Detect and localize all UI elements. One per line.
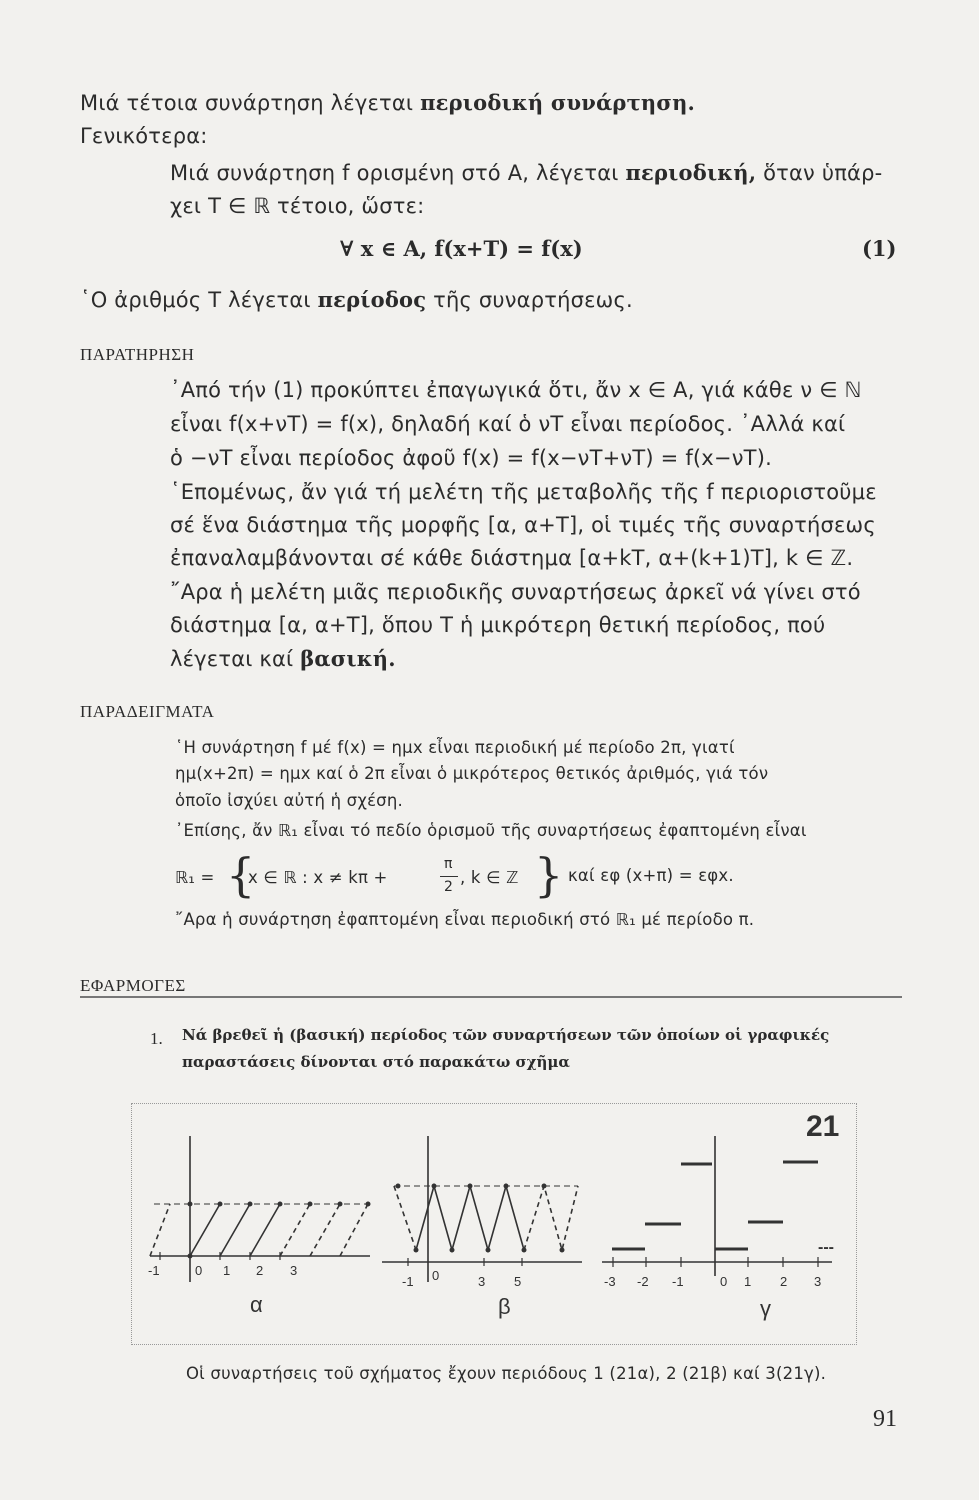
gamma-tick: 0 xyxy=(720,1274,728,1289)
gamma-label: γ xyxy=(760,1296,771,1321)
fraction-denominator: 2 xyxy=(444,879,454,895)
beta-tick: -1 xyxy=(402,1274,414,1289)
example-line: ῎Αρα ἡ συνάρτηση ἐφαπτομένη εἶναι περιοδική στό ℝ₁ μέ περίοδο π. xyxy=(175,910,755,929)
definition-line-1: Μιά συνάρτηση f ορισμένη στό Α, λέγεται περιοδική, ὅταν ὑπάρ- xyxy=(170,160,883,185)
example-line: ῾Η συνάρτηση f μέ f(x) = ημx εἶναι περιοδική μέ περίοδο 2π, γιατί xyxy=(175,738,735,757)
domain-set-body: x ∈ ℝ : x ≠ kπ + xyxy=(248,868,388,887)
gamma-tick: 1 xyxy=(744,1274,752,1289)
beta-tick: 3 xyxy=(478,1274,486,1289)
domain-set-lhs: ℝ₁ = xyxy=(175,868,215,887)
beta-label: β xyxy=(498,1294,511,1319)
remark-line: ἐπαναλαμβάνονται σέ κάθε διάστημα [α+kT, α+(k+1)T], k ∈ ℤ. xyxy=(170,546,854,570)
alpha-segment xyxy=(280,1204,310,1256)
alpha-segment xyxy=(220,1204,250,1256)
gamma-continuation: --- xyxy=(818,1239,834,1256)
beta-zigzag xyxy=(416,1186,524,1250)
definition-line-2: χει Τ ∈ ℝ τέτοιο, ὥστε: xyxy=(170,194,425,218)
left-brace: { xyxy=(226,848,256,902)
beta-zigzag xyxy=(394,1186,416,1250)
remark-heading: ΠΑΡΑΤΗΡΗΣΗ xyxy=(80,345,195,364)
figure-21 xyxy=(131,1103,857,1345)
gamma-tick: -3 xyxy=(604,1274,616,1289)
remark-line: ὁ −νT εἶναι περίοδος ἀφοῦ f(x) = f(x−νT+νT) = f(x−νT). xyxy=(170,446,772,470)
gamma-tick: -1 xyxy=(672,1274,684,1289)
page-number: 91 xyxy=(873,1406,897,1432)
definition-formula: ∀ x ∈ A, f(x+T) = f(x) xyxy=(340,236,583,261)
remark-line: ᾿Από τήν (1) προκύπτει ἐπαγωγικά ὅτι, ἄν x ∈ A, γιά κάθε ν ∈ ℕ xyxy=(170,378,862,402)
remark-line: ῾Επομένως, ἄν γιά τή μελέτη τῆς μεταβολῆς τῆς f περιοριστοῦμε xyxy=(170,480,877,504)
tangent-relation: καί εφ (x+π) = εφx. xyxy=(568,866,734,885)
alpha-tick: 3 xyxy=(290,1263,298,1278)
remark-line: εἶναι f(x+νT) = f(x), δηλαδή καί ὁ νT εἶναι περίοδος. ᾿Αλλά καί xyxy=(170,412,846,436)
alpha-segment xyxy=(310,1204,340,1256)
gamma-tick: 2 xyxy=(780,1274,788,1289)
fraction-numerator: π xyxy=(444,856,453,872)
equation-number: (1) xyxy=(862,236,897,261)
alpha-label: α xyxy=(250,1292,263,1317)
beta-tick: 0 xyxy=(432,1268,440,1283)
alpha-tick: 1 xyxy=(223,1263,231,1278)
alpha-tick: 0 xyxy=(195,1263,203,1278)
right-brace: } xyxy=(534,848,564,902)
domain-set-tail: , k ∈ ℤ xyxy=(460,868,519,887)
example-line: ᾿Επίσης, ἄν ℝ₁ εἶναι τό πεδίο ὁρισμοῦ τῆς συναρτήσεως ἐφαπτομένη εἶναι xyxy=(175,821,807,840)
exercise-number: 1. xyxy=(150,1029,163,1048)
alpha-segment xyxy=(190,1204,220,1256)
general-label: Γενικότερα: xyxy=(80,124,208,148)
exercise-text: Νά βρεθεῖ ἡ (βασική) περίοδος τῶν συναρτήσεων τῶν ὁποίων οἱ γραφικές xyxy=(182,1026,830,1044)
remark-line: λέγεται καί βασική. xyxy=(170,646,396,671)
fraction-bar xyxy=(440,876,458,877)
beta-tick: 5 xyxy=(514,1274,522,1289)
exercise-text: παραστάσεις δίνονται στό παρακάτω σχῆμα xyxy=(182,1053,570,1071)
intro-line: Μιά τέτοια συνάρτηση λέγεται περιοδική συνάρτηση. xyxy=(80,90,696,115)
gamma-tick: -2 xyxy=(637,1274,649,1289)
alpha-segment xyxy=(250,1204,280,1256)
alpha-tick: 2 xyxy=(256,1263,264,1278)
example-line: ημ(x+2π) = ημx καί ὁ 2π εἶναι ὁ μικρότερος θετικός ἀριθμός, γιά τόν xyxy=(175,764,769,783)
alpha-segment xyxy=(340,1204,368,1256)
period-definition: ῾Ο ἀριθμός Τ λέγεται περίοδος τῆς συναρτήσεως. xyxy=(80,287,633,312)
gamma-tick: 3 xyxy=(814,1274,822,1289)
figure-graphs xyxy=(132,1104,856,1344)
remark-line: σέ ἕνα διάστημα τῆς μορφῆς [α, α+T], οἱ τιμές τῆς συναρτήσεως xyxy=(170,513,876,537)
remark-line: ῎Αρα ἡ μελέτη μιᾶς περιοδικῆς συναρτήσεως ἀρκεῖ νά γίνει στό xyxy=(170,580,861,604)
examples-heading: ΠΑΡΑΔΕΙΓΜΑΤΑ xyxy=(80,702,215,721)
beta-zigzag xyxy=(524,1186,578,1250)
section-rule xyxy=(80,996,902,998)
figure-caption: Οἱ συναρτήσεις τοῦ σχήματος ἔχουν περιόδους 1 (21α), 2 (21β) καί 3(21γ). xyxy=(186,1364,827,1383)
example-line: ὁποῖο ἰσχύει αὐτή ἡ σχέση. xyxy=(175,791,403,810)
alpha-tick: -1 xyxy=(148,1263,160,1278)
alpha-segment xyxy=(150,1204,170,1256)
remark-line: διάστημα [α, α+T], ὅπου Τ ἡ μικρότερη θετική περίοδος, πού xyxy=(170,613,826,637)
applications-heading: ΕΦΑΡΜΟΓΕΣ xyxy=(80,976,186,995)
figure-number: 21 xyxy=(806,1110,840,1143)
